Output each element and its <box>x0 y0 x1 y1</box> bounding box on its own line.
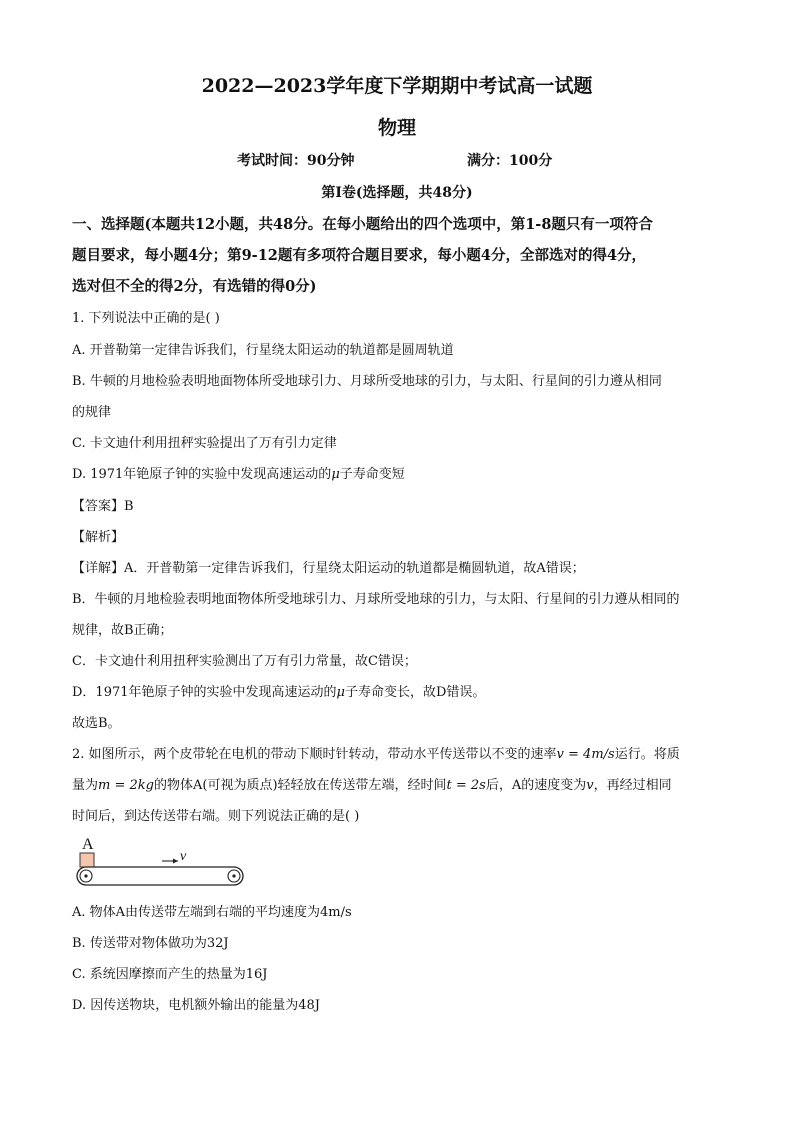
q1-detail-a: 【详解】A．开普勒第一定律告诉我们，行星绕太阳运动的轨道都是椭圆轨道，故A错误； <box>72 561 585 576</box>
q1-option-a: A. 开普勒第一定律告诉我们，行星绕太阳运动的轨道都是圆周轨道 <box>72 343 454 358</box>
q1-option-d-text-end: 子寿命变短 <box>339 467 405 482</box>
q2-text: 2. 如图所示，两个皮带轮在电机的带动下顺时针转动，带动水平传送带以不变的速率 <box>72 747 557 762</box>
mu-symbol: μ <box>331 467 340 482</box>
q1-analysis-label: 【解析】 <box>72 530 125 545</box>
q1-answer: 【答案】B <box>72 499 134 514</box>
q1-stem: 1. 下列说法中正确的是( ) <box>72 311 220 326</box>
q1-option-d <box>72 463 405 482</box>
q2-time-eq: t = 2s <box>446 778 486 793</box>
velocity-arrow-head <box>173 859 178 864</box>
q2-option-c: C. 系统因摩擦而产生的热量为16J <box>72 967 268 982</box>
exam-title: 2022—2023学年度下学期期中考试高一试题 <box>201 75 593 97</box>
q2-text: 后，A的速度变为 <box>485 778 587 793</box>
q2-option-b: B. 传送带对物体做功为32J <box>72 936 229 951</box>
q2-option-d: D. 因传送物块，电机额外输出的能量为48J <box>72 998 320 1013</box>
q1-detail-d-text-end: 子寿命变长，故D错误。 <box>344 685 486 700</box>
q1-conclusion: 故选B。 <box>72 716 121 731</box>
q1-detail-d <box>72 681 485 700</box>
q1-detail-b-line1: B．牛顿的月地检验表明地面物体所受地球引力、月球所受地球的引力，与太阳、行星间的引力遵从相同的 <box>72 592 680 607</box>
velocity-label: v <box>180 849 187 864</box>
left-pulley-axle <box>84 874 87 877</box>
q2-text: ，再经过相同 <box>593 778 672 793</box>
instructions-line-3: 选对但不全的得2分，有选错的得0分) <box>72 278 317 295</box>
full-score: 满分：100分 <box>467 153 553 169</box>
q1-option-d-text: D. 1971年铯原子钟的实验中发现高速运动的 <box>72 467 332 482</box>
section-heading: 第Ⅰ卷(选择题，共48分) <box>321 185 473 201</box>
q2-stem-line2 <box>72 774 672 793</box>
instructions-line-2: 题目要求，每小题4分；第9-12题有多项符合题目要求，每小题4分，全部选对的得4分， <box>72 247 647 264</box>
q2-stem-line3: 时间后，到达传送带右端。则下列说法正确的是( ) <box>72 809 360 824</box>
q2-stem-line1 <box>72 743 680 762</box>
q2-text: 的物体A(可视为质点)轻轻放在传送带左端，经时间 <box>153 778 447 793</box>
q1-option-b-line2: 的规律 <box>72 405 112 420</box>
subject-title: 物理 <box>377 117 416 139</box>
q1-option-b-line1: B. 牛顿的月地检验表明地面物体所受地球引力、月球所受地球的引力，与太阳、行星间的引力遵从相同 <box>72 374 662 389</box>
block-a <box>80 853 94 867</box>
conveyor-belt-diagram <box>70 834 250 892</box>
q2-text: 运行。将质 <box>614 747 680 762</box>
q1-detail-b-line2: 规律，故B正确； <box>72 623 173 638</box>
exam-time: 考试时间：90分钟 <box>237 153 355 169</box>
right-pulley-axle <box>232 874 235 877</box>
q2-v-symbol: v <box>586 778 594 793</box>
instructions-line-1: 一、选择题(本题共12小题，共48分。在每小题给出的四个选项中，第1-8题只有一项符合 <box>72 216 653 233</box>
block-label: A <box>82 836 94 853</box>
q1-detail-d-text: D．1971年铯原子钟的实验中发现高速运动的 <box>72 685 337 700</box>
q2-mass-eq: m = 2kg <box>98 778 154 793</box>
q2-option-a: A. 物体A由传送带左端到右端的平均速度为4m/s <box>72 905 352 920</box>
q1-detail-c: C．卡文迪什利用扭秤实验测出了万有引力常量，故C错误； <box>72 654 417 669</box>
q1-option-c: C. 卡文迪什利用扭秤实验提出了万有引力定律 <box>72 436 337 451</box>
q2-text: 量为 <box>72 778 99 793</box>
q2-velocity-eq: v = 4m/s <box>556 747 615 762</box>
mu-symbol: μ <box>336 685 345 700</box>
